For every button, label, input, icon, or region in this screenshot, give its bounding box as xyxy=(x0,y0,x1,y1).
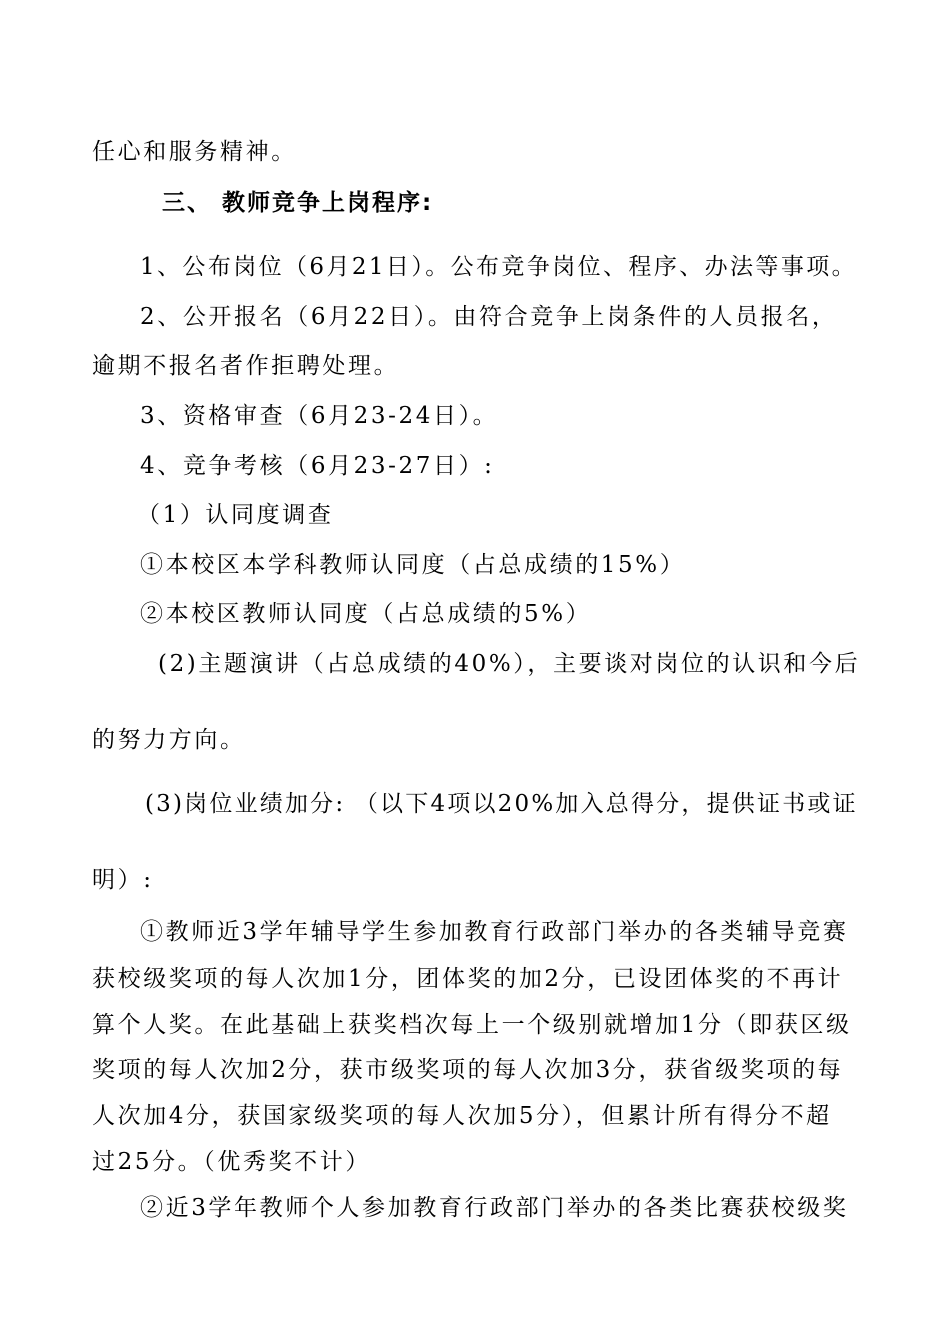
bonus-item-1: ①教师近3学年辅导学生参加教育行政部门举办的各类辅导竞赛 xyxy=(140,919,849,945)
bonus-item-1-line-4: 奖项的每人次加2分，获市级奖项的每人次加3分，获省级奖项的每 xyxy=(92,1057,844,1083)
sub-item-1-b: ②本校区教师认同度（占总成绩的5%） xyxy=(140,601,592,627)
sub-item-2-continuation: 的努力方向。 xyxy=(92,727,246,753)
sub-item-3-performance-bonus: (3)岗位业绩加分: （以下4项以20%加入总得分，提供证书或证 xyxy=(145,791,858,817)
bonus-item-1-line-6: 过25分。（优秀奖不计） xyxy=(92,1149,371,1175)
bonus-item-2: ②近3学年教师个人参加教育行政部门举办的各类比赛获校级奖 xyxy=(140,1195,849,1221)
step-1-publish-positions: 1、公布岗位（6月21日）。公布竞争岗位、程序、办法等事项。 xyxy=(140,254,858,280)
step-2-public-registration: 2、公开报名（6月22日）。由符合竞争上岗条件的人员报名， xyxy=(140,304,838,330)
paragraph-line-continuation: 任心和服务精神。 xyxy=(92,139,297,165)
sub-item-3-continuation: 明）: xyxy=(92,867,154,893)
sub-item-2-theme-speech: (2)主题演讲（占总成绩的40%），主要谈对岗位的认识和今后 xyxy=(158,651,861,677)
sub-item-1-recognition-survey: （1）认同度调查 xyxy=(137,502,334,528)
step-3-qualification-review: 3、资格审查（6月23-24日）。 xyxy=(140,403,499,429)
bonus-item-1-line-3: 算个人奖。在此基础上获奖档次每上一个级别就增加1分（即获区级 xyxy=(92,1012,852,1038)
bonus-item-1-line-2: 获校级奖项的每人次加1分，团体奖的加2分，已设团体奖的不再计 xyxy=(92,966,844,992)
step-2-continuation: 逾期不报名者作拒聘处理。 xyxy=(92,353,400,379)
section-heading-procedure: 三、 教师竞争上岗程序: xyxy=(162,190,434,216)
step-4-competition-assessment: 4、竞争考核（6月23-27日）: xyxy=(140,453,495,479)
sub-item-1-a: ①本校区本学科教师认同度（占总成绩的15%） xyxy=(140,552,686,578)
bonus-item-1-line-5: 人次加4分，获国家级奖项的每人次加5分），但累计所有得分不超 xyxy=(92,1103,832,1129)
